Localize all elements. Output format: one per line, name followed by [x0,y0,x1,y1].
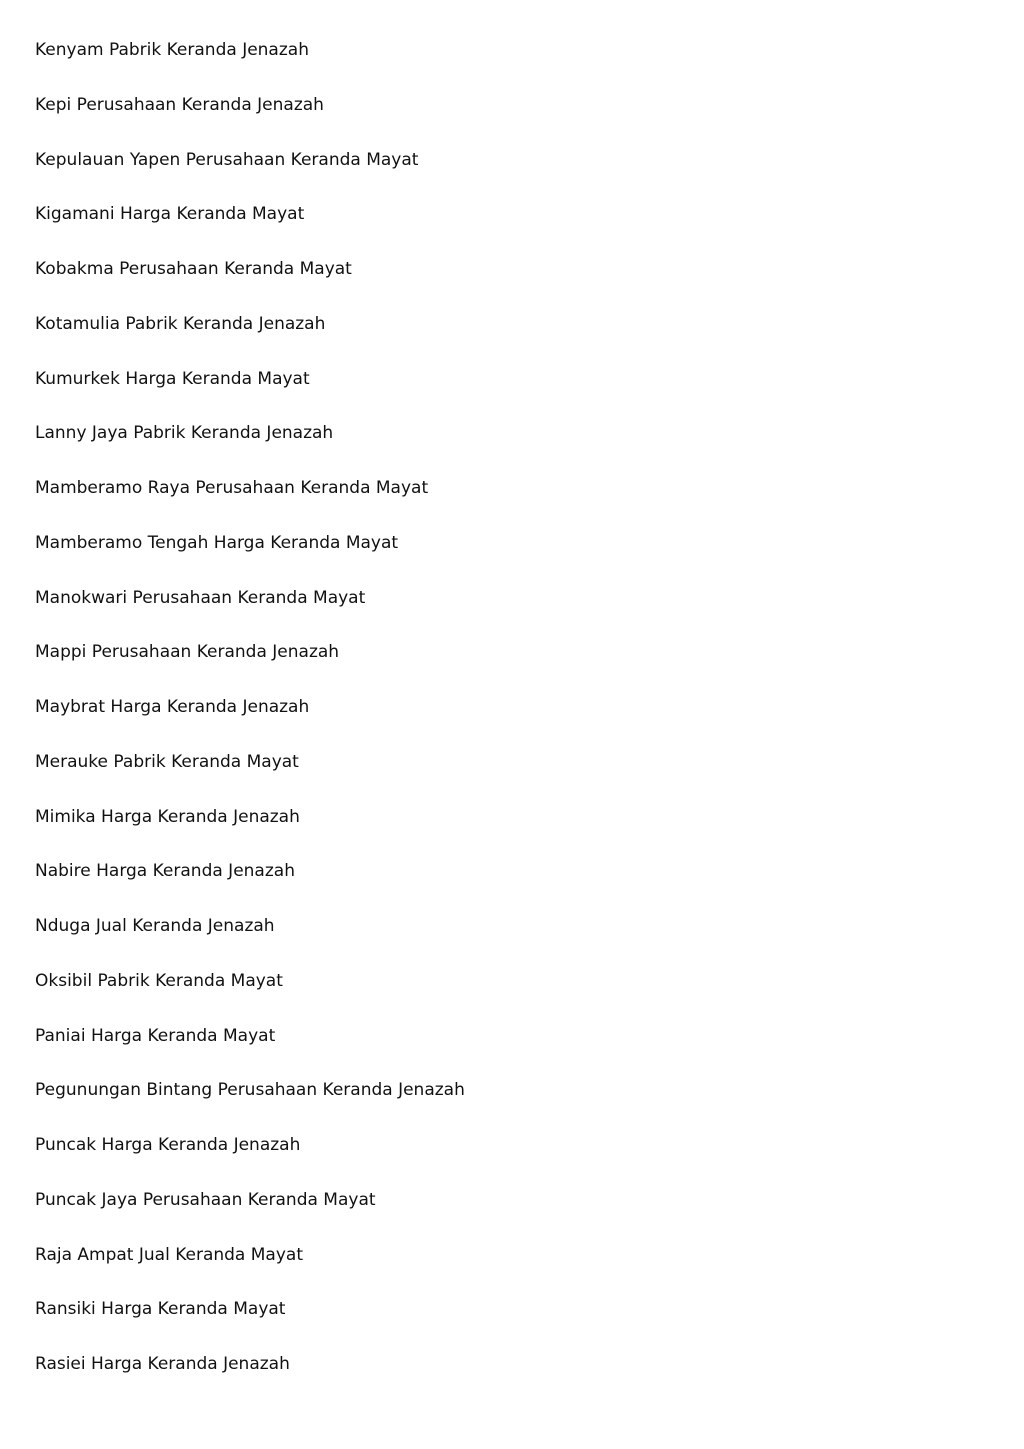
list-item: Nabire Harga Keranda Jenazah [35,861,295,882]
list-item: Rasiei Harga Keranda Jenazah [35,1354,290,1374]
list-item: Mamberamo Tengah Harga Keranda Mayat [35,532,399,553]
list-item: Merauke Pabrik Keranda Mayat [35,751,299,772]
list-item: Mimika Harga Keranda Jenazah [35,806,300,827]
list-item: Kigamani Harga Keranda Mayat [35,204,305,225]
list-item: Nduga Jual Keranda Jenazah [35,916,275,936]
list-item: Oksibil Pabrik Keranda Mayat [35,970,283,991]
list-item: Kenyam Pabrik Keranda Jenazah [35,40,309,60]
list-item: Lanny Jaya Pabrik Keranda Jenazah [35,423,334,444]
list-item: Kobakma Perusahaan Keranda Mayat [35,259,352,279]
list-item: Puncak Jaya Perusahaan Keranda Mayat [35,1189,376,1210]
list-item: Puncak Harga Keranda Jenazah [35,1135,301,1155]
list-item: Maybrat Harga Keranda Jenazah [35,697,310,717]
list-item: Kepulauan Yapen Perusahaan Keranda Mayat [35,149,419,170]
list-item: Mappi Perusahaan Keranda Jenazah [35,642,340,663]
list-item: Ransiki Harga Keranda Mayat [35,1299,286,1320]
list-item: Manokwari Perusahaan Keranda Mayat [35,587,366,608]
list-item: Kumurkek Harga Keranda Mayat [35,368,310,389]
list-item: Pegunungan Bintang Perusahaan Keranda Jenazah [35,1080,465,1101]
list-item: Kepi Perusahaan Keranda Jenazah [35,94,324,115]
list-item: Kotamulia Pabrik Keranda Jenazah [35,313,326,334]
list-item: Raja Ampat Jual Keranda Mayat [35,1244,303,1265]
list-item: Mamberamo Raya Perusahaan Keranda Mayat [35,478,429,498]
list-item: Paniai Harga Keranda Mayat [35,1025,276,1046]
location-list [35,37,465,1406]
